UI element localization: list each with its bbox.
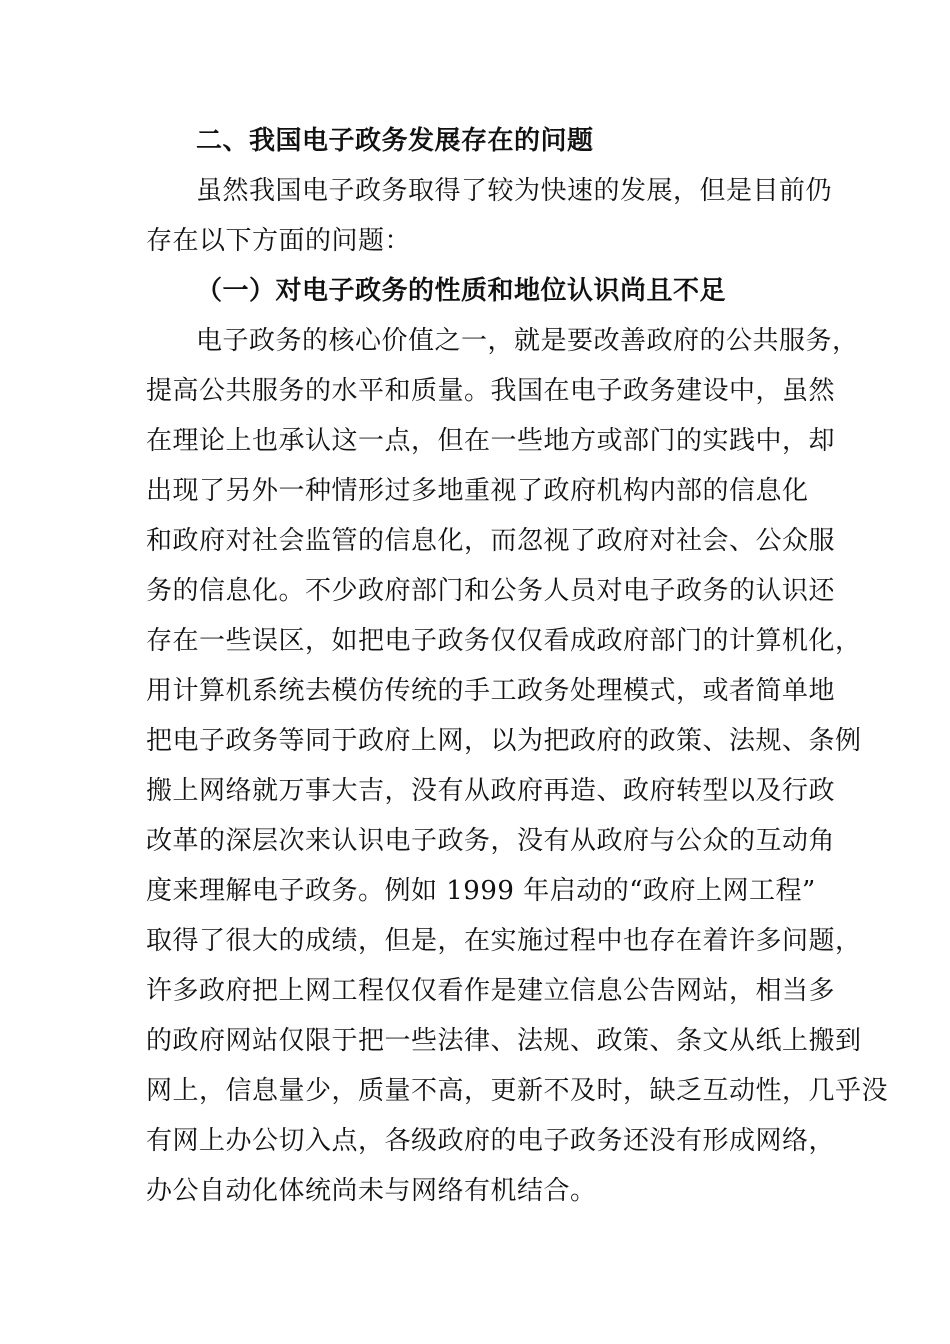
body-line: 务的信息化。不少政府部门和公务人员对电子政务的认识还 bbox=[146, 576, 836, 606]
body-line: 的政府网站仅限于把一些法律、法规、政策、条文从纸上搬到 bbox=[146, 1026, 862, 1056]
body-line: 和政府对社会监管的信息化，而忽视了政府对社会、公众服 bbox=[146, 526, 836, 556]
body-line: 出现了另外一种情形过多地重视了政府机构内部的信息化 bbox=[146, 476, 809, 506]
body-line: 搬上网络就万事大吉，没有从政府再造、政府转型以及行政 bbox=[146, 776, 836, 806]
body-line: 在理论上也承认这一点，但在一些地方或部门的实践中，却 bbox=[146, 426, 836, 456]
body-line: 度来理解电子政务。例如 1999 年启动的“政府上网工程” bbox=[146, 876, 816, 906]
subsection-heading: （一）对电子政务的性质和地位认识尚且不足 bbox=[196, 276, 727, 306]
body-line: 提高公共服务的水平和质量。我国在电子政务建设中，虽然 bbox=[146, 376, 836, 406]
body-line: 有网上办公切入点，各级政府的电子政务还没有形成网络， bbox=[146, 1126, 836, 1156]
body-line: 许多政府把上网工程仅仅看作是建立信息公告网站，相当多 bbox=[146, 976, 836, 1006]
body-line: 存在一些误区，如把电子政务仅仅看成政府部门的计算机化， bbox=[146, 626, 862, 656]
body-line: 网上，信息量少，质量不高，更新不及时，缺乏互动性，几乎没 bbox=[146, 1076, 889, 1106]
intro-line-2: 存在以下方面的问题： bbox=[146, 226, 412, 256]
intro-line-1: 虽然我国电子政务取得了较为快速的发展，但是目前仍 bbox=[196, 176, 833, 206]
body-line: 取得了很大的成绩，但是，在实施过程中也存在着许多问题， bbox=[146, 926, 862, 956]
body-line: 办公自动化体统尚未与网络有机结合。 bbox=[146, 1176, 597, 1206]
body-line: 用计算机系统去模仿传统的手工政务处理模式，或者简单地 bbox=[146, 676, 836, 706]
section-heading: 二、我国电子政务发展存在的问题 bbox=[196, 126, 594, 156]
body-line: 电子政务的核心价值之一，就是要改善政府的公共服务， bbox=[196, 326, 859, 356]
body-line: 把电子政务等同于政府上网，以为把政府的政策、法规、条例 bbox=[146, 726, 862, 756]
body-line: 改革的深层次来认识电子政务，没有从政府与公众的互动角 bbox=[146, 826, 836, 856]
